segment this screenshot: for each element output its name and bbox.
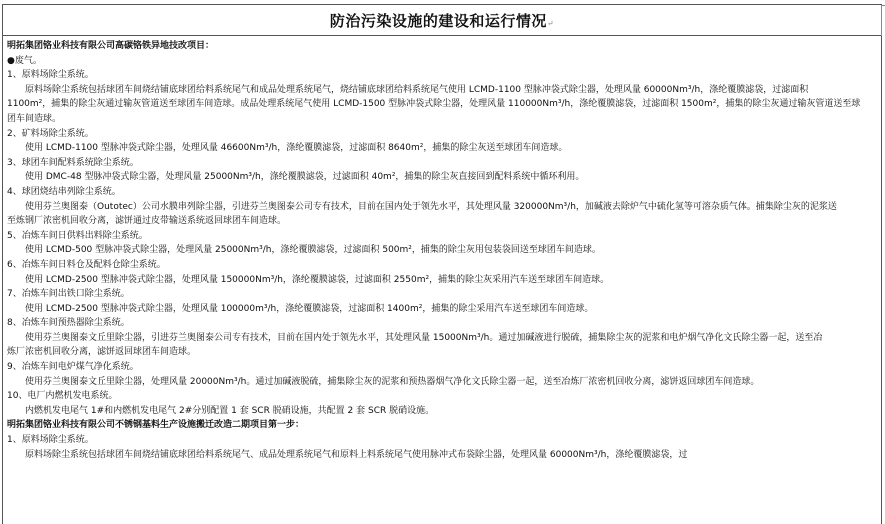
project2-section-1-title: 1、原料场除尘系统。 xyxy=(7,435,94,446)
page-title xyxy=(3,10,881,31)
page-title-text: 防治污染设施的建设和运行情况 xyxy=(329,12,547,30)
section-9-title: 9、冶炼车间电炉煤气净化系统。 xyxy=(7,362,139,373)
section-2-title: 2、矿料场除尘系统。 xyxy=(7,128,94,139)
section-4-line-2: 至炼钢厂浓密机回收分离，滤饼通过皮带输送系统返回球团车间造球。 xyxy=(7,216,287,227)
section-5-title: 5、冶炼车间日供料出料除尘系统。 xyxy=(7,230,148,241)
section-1-title: 1、原料场除尘系统。 xyxy=(7,70,94,81)
waste-gas-label: ●废气。 xyxy=(7,55,42,66)
title-row xyxy=(3,5,881,36)
project2-heading: 明拓集团铬业科技有限公司不锈钢基料生产设施搬迁改造二期项目第一步： xyxy=(7,420,305,431)
section-8-title: 8、冶炼车间预热器除尘系统。 xyxy=(7,318,130,329)
document-table xyxy=(2,4,882,524)
section-6-title: 6、冶炼车间日料仓及配料仓除尘系统。 xyxy=(7,259,166,270)
content-body xyxy=(3,36,881,462)
section-4-line-1: 使用芬兰奥图泰（Outotec）公司水膜串列除尘器，引进芬兰奥图泰公司专有技术，目前在国内处于领先水平，其处理风量 320000Nm³/h，加碱液去除炉气中硫化氢等可溶杂质气体。捕集除尘灰的泥浆送 xyxy=(25,201,837,212)
section-9-line-1: 使用芬兰奥图泰文丘里除尘器，处理风量 20000Nm³/h。通过加碱液脱硫，捕集除尘灰的泥浆和预热器烟气净化文氏除尘器一起，送至冶炼厂浓密机回收分离，滤饼返回球团车间造球。 xyxy=(25,376,760,387)
section-1-line-1: 原料场除尘系统包括球团车间烧结铺底球团给料系统尾气和成品处理系统尾气，烧结铺底球团给料系统尾气使用 LCMD-1100 型脉冲袋式除尘器，处理风量 60000Nm³/h，涤纶覆膜滤袋，过滤面积 xyxy=(25,84,809,95)
section-7-line-1: 使用 LCMD-2500 型脉冲袋式除尘器，处理风量 100000m³/h，涤纶覆膜滤袋，过滤面积 1400m²，捕集的除尘采用汽车送至球团车间造球。 xyxy=(25,303,594,314)
paragraph-mark: ↵ xyxy=(546,19,555,28)
section-2-line-1: 使用 LCMD-1100 型脉冲袋式除尘器，处理风量 46600Nm³/h，涤纶覆膜滤袋，过滤面积 8640m²，捕集的除尘灰送至球团车间造球。 xyxy=(25,143,568,154)
section-1-line-3: 团车间造球。 xyxy=(7,113,62,124)
section-4-title: 4、球团烧结串列除尘系统。 xyxy=(7,186,121,197)
project1-heading: 明拓集团铬业科技有限公司高碳铬铁异地技改项目： xyxy=(7,41,215,51)
table-corner-line xyxy=(881,5,885,36)
section-5-line-1: 使用 LCMD-500 型脉冲袋式除尘器，处理风量 25000Nm³/h，涤纶覆膜滤袋，过滤面积 500m²，捕集的除尘灰用包装袋回送至球团车间造球。 xyxy=(25,245,601,256)
section-8-line-2: 炼厂浓密机回收分离，滤饼返回球团车间造球。 xyxy=(7,347,197,358)
section-10-title: 10、电厂内燃机发电系统。 xyxy=(7,391,118,402)
project2-section-1-line-1: 原料场除尘系统包括球团车间烧结铺底球团给料系统尾气、成品处理系统尾气和原料上料系统尾气使用脉冲式布袋除尘器，处理风量 60000Nm³/h，涤纶覆膜滤袋，过 xyxy=(25,449,688,460)
section-7-title: 7、冶炼车间出铁口除尘系统。 xyxy=(7,289,130,300)
section-10-line-1: 内燃机发电尾气 1#和内燃机发电尾气 2#分别配置 1 套 SCR 脱硝设施，共配置 2 套 SCR 脱硝设施。 xyxy=(25,405,435,416)
section-1-line-2: 1100m²，捕集的除尘灰通过输灰管道送至球团车间造球。成品处理系统尾气使用 LCMD-1500 型脉冲袋式除尘器，处理风量 110000Nm³/h，涤纶覆膜滤袋，过滤面积 1500m²，捕集的除尘灰通过输灰管道送至球 xyxy=(7,99,861,110)
section-6-line-1: 使用 LCMD-2500 型脉冲袋式除尘器，处理风量 150000Nm³/h，涤纶覆膜滤袋，过滤面积 2550m²，捕集的除尘灰采用汽车送至球团车间造球。 xyxy=(25,274,610,285)
section-3-line-1: 使用 DMC-48 型脉冲袋式除尘器，处理风量 25000Nm³/h，涤纶覆膜滤袋，过滤面积 40m²，捕集的除尘灰直接回到配料系统中循环利用。 xyxy=(25,172,585,183)
section-8-line-1: 使用芬兰奥图泰文丘里除尘器，引进芬兰奥图泰公司专有技术，目前在国内处于领先水平，其处理风量 15000Nm³/h。通过加碱液进行脱硫，捕集除尘灰的泥浆和电炉烟气净化文氏除尘器一起，送至冶 xyxy=(25,332,823,343)
section-3-title: 3、球团车间配料系统除尘系统。 xyxy=(7,157,139,168)
